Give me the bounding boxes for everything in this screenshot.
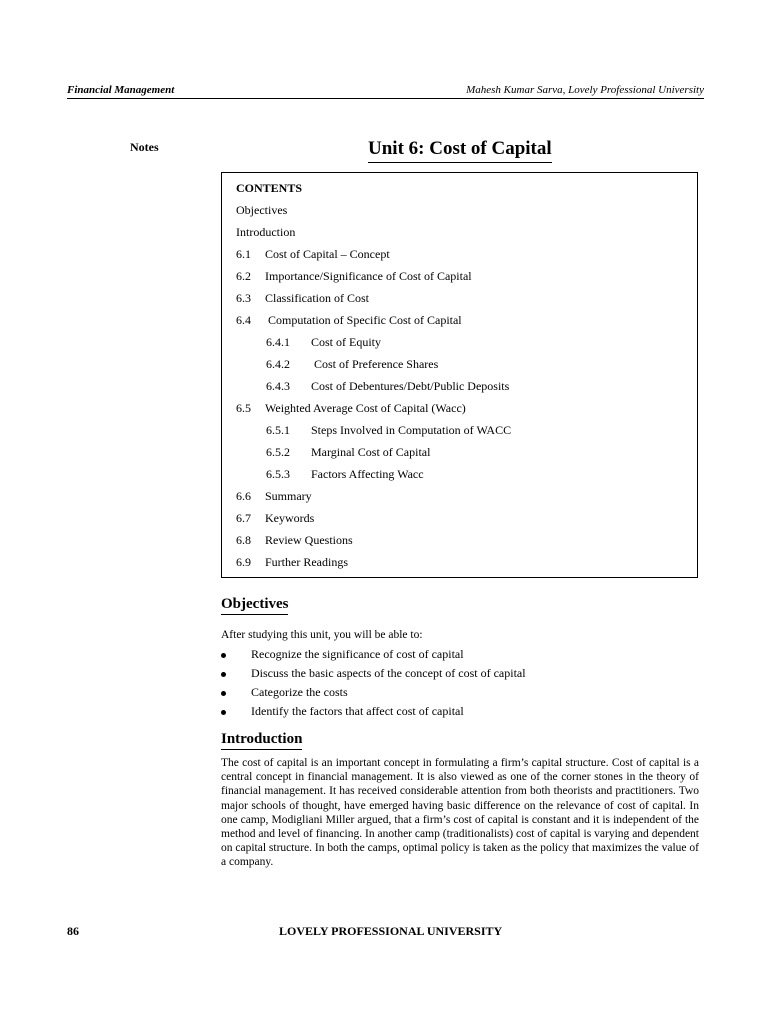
toc-item-text: Review Questions — [265, 533, 353, 547]
page-number: 86 — [67, 924, 79, 938]
toc-item-text: Cost of Equity — [311, 335, 382, 349]
toc-item-text: Steps Involved in Computation of WACC — [311, 423, 512, 437]
toc-item-text: Classification of Cost — [265, 291, 369, 305]
toc-item-number: 6.5.1 — [266, 423, 290, 437]
toc-item-text: Keywords — [265, 511, 315, 525]
objective-text: Categorize the costs — [251, 685, 348, 699]
toc-item-number: 6.5 — [236, 401, 251, 415]
contents-heading: CONTENTS — [236, 181, 303, 195]
toc-item-text: Marginal Cost of Capital — [311, 445, 431, 459]
toc-item-text: Cost of Preference Shares — [311, 357, 439, 371]
objectives-heading: Objectives — [221, 596, 288, 615]
toc-item-text: Introduction — [236, 225, 296, 239]
toc-item-text: Objectives — [236, 203, 288, 217]
toc-item-number: 6.3 — [236, 291, 251, 305]
toc-item-number: 6.5.3 — [266, 467, 290, 481]
objective-text: Identify the factors that affect cost of capital — [251, 704, 464, 718]
footer-university: LOVELY PROFESSIONAL UNIVERSITY — [279, 924, 503, 938]
toc-item-number: 6.4 — [236, 313, 251, 327]
margin-notes-label: Notes — [130, 140, 159, 154]
introduction-heading: Introduction — [221, 731, 302, 750]
toc-item-number: 6.8 — [236, 533, 251, 547]
toc-item-number: 6.2 — [236, 269, 251, 283]
objective-text: Discuss the basic aspects of the concept of cost of capital — [251, 666, 526, 680]
bullet-icon — [221, 710, 226, 715]
toc-item-number: 6.7 — [236, 511, 251, 525]
toc-item-number: 6.4.2 — [266, 357, 290, 371]
toc-item-text: Summary — [265, 489, 312, 503]
toc-item-text: Cost of Capital – Concept — [265, 247, 390, 261]
objectives-intro: After studying this unit, you will be able to: — [221, 629, 423, 641]
toc-item-number: 6.9 — [236, 555, 251, 569]
toc-item-text: Cost of Debentures/Debt/Public Deposits — [311, 379, 510, 393]
bullet-icon — [221, 672, 226, 677]
bullet-icon — [221, 691, 226, 696]
toc-item-text: Factors Affecting Wacc — [311, 467, 424, 481]
header-rule — [67, 98, 704, 99]
toc-item-text: Computation of Specific Cost of Capital — [265, 313, 462, 327]
toc-item-text: Importance/Significance of Cost of Capital — [265, 269, 472, 283]
toc-item-number: 6.4.1 — [266, 335, 290, 349]
toc-item-number: 6.5.2 — [266, 445, 290, 459]
introduction-paragraph: The cost of capital is an important concept in formulating a firm’s capital structure. Cost of capital is a central concept in financial management. It is also viewed as one of the corner stones in the theory of financial management. It has received considerable attention from both theorists and practitioners. Two major schools of thought, have emerged having basic difference on the relevance of cost of capital. In one camp, Modigliani Miller argued, that a firm’s cost of capital is constant and it is independent of the method and level of financing. In another camp (traditionalists) cost of capital is varying and dependent on capital structure. In both the camps, optimal policy is taken as the policy that maximizes the value of a company. — [221, 757, 699, 869]
toc-item-number: 6.6 — [236, 489, 251, 503]
toc-item-text: Further Readings — [265, 555, 348, 569]
toc-item-number: 6.1 — [236, 247, 251, 261]
running-header-title: Financial Management — [67, 84, 175, 96]
bullet-icon — [221, 653, 226, 658]
toc-item-number: 6.4.3 — [266, 379, 290, 393]
objective-text: Recognize the significance of cost of capital — [251, 647, 464, 661]
page-title: Unit 6: Cost of Capital — [368, 138, 552, 163]
toc-item-text: Weighted Average Cost of Capital (Wacc) — [265, 401, 466, 415]
running-header-author: Mahesh Kumar Sarva, Lovely Professional University — [466, 84, 704, 96]
